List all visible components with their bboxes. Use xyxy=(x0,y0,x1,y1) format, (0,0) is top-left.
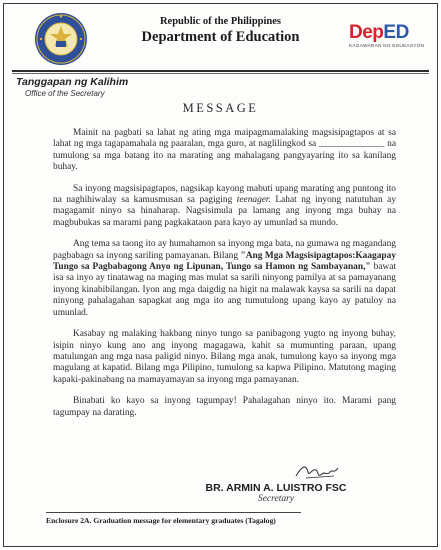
office-block xyxy=(16,76,128,98)
paragraph-graduates xyxy=(53,184,396,230)
document-page xyxy=(3,3,438,547)
enclosure-divider xyxy=(46,512,301,513)
paragraph-next-stage-text: Kasabay ng malaking hakbang ninyo tungo sa panibagong yugto ng inyong buhay, isipin ninyo kung ano ang inyong magagawa, kahit sa mumunting paraan, upang matulungan ang mga nasa paligid ninyo. Bilang mga anak, tumulong kayo sa inyong mga magulang at kapatid. Bilang mga Pilipino, tumulong sa kapwa Pilipino. Matutong maging kapaki-pakinabang na mamayamayan sa inyong mga pamayanan. xyxy=(53,329,396,385)
theme-quote: "Ang Mga Magsisipagtapos:Kaagapay Tungo sa Pagbabagong Anyo ng Lipunan, Tungo sa Hamon ng Sambayanan," xyxy=(53,250,397,273)
paragraph-graduates-text-a: Sa inyong magsisipagtapos, nagsikap kayong mabuti upang maratíng ang puntong ito na naghihiwalay sa kamusmusan sa pagiging xyxy=(53,183,396,206)
signatory-name: BR. ARMIN A. LUISTRO FSC xyxy=(205,482,347,494)
message-body xyxy=(53,128,396,429)
republic-heading: Republic of the Philippines xyxy=(159,16,282,27)
paragraph-graduates-emphasis: teenager. xyxy=(236,195,271,206)
office-name: Tanggapan ng Kalihim xyxy=(16,76,129,88)
logo-subtitle: KAGAWARAN NG EDUKASYON xyxy=(349,44,425,49)
paragraph-graduates-text-b: Lahat ng inyong natutuhan ay magagamit ninyo sa hinaharap. Nagsisimula pa lamang ang inyong mga buhay na magbubukas sa marami pang pagkakataon para kayo ay umunlad sa mundo. xyxy=(53,195,397,228)
enclosure-note: Enclosure 2A. Graduation message for elementary graduates (Tagalog) xyxy=(46,516,276,525)
paragraph-greeting xyxy=(53,128,396,174)
paragraph-next-stage xyxy=(53,329,396,386)
header-divider-thin xyxy=(12,73,429,74)
logo-dep-text: Dep xyxy=(349,22,384,43)
paragraph-theme xyxy=(53,239,396,319)
paragraph-theme-text-b: bawat isa sa inyo ay tinatawag na maging mas mulat sa sarili ninyong pamilya at sa pamayanang inyong kinabibilangan. Iyon ang mga daigdig na higit na malawak kaysa sa sarili na dapat ninyong pahalagahan sapagkat ang mga ito ang tumutulong upang kayo ay patuloy na umunlad. xyxy=(53,262,396,318)
deped-logo xyxy=(349,23,431,55)
logo-ed-text: ED xyxy=(383,22,409,43)
signatory-block xyxy=(201,482,351,504)
office-english-name: Office of the Secretary xyxy=(25,89,105,98)
paragraph-theme-text-a: Ang tema sa taong ito ay humahamon sa inyong mga bata, na gumawa ng magandang pagbabago sa inyong sariling pamayanan. Bilang xyxy=(53,239,396,261)
paragraph-closing xyxy=(53,396,396,419)
department-heading: Department of Education xyxy=(141,29,300,45)
header-divider xyxy=(12,70,429,72)
signature-icon xyxy=(294,462,340,484)
paragraph-greeting-text: Mainit na pagbati sa lahat ng ating mga maipagmamalaking magsisipagtapos at sa lahat ng mga tagapamahala ng paaralan, mga guro, at naglilingkod sa ______________ na tumulong sa mga batang ito na maratíng ang mahalagang pangyayaring ito sa kanilang buhay. xyxy=(53,128,396,173)
signatory-title: Secretary xyxy=(257,494,295,504)
paragraph-closing-text: Binabati ko kayo sa inyong tagumpay! Pahalagahan ninyo ito. Marami pang tagumpay na darating. xyxy=(53,396,396,418)
message-title: MESSAGE xyxy=(182,101,259,115)
